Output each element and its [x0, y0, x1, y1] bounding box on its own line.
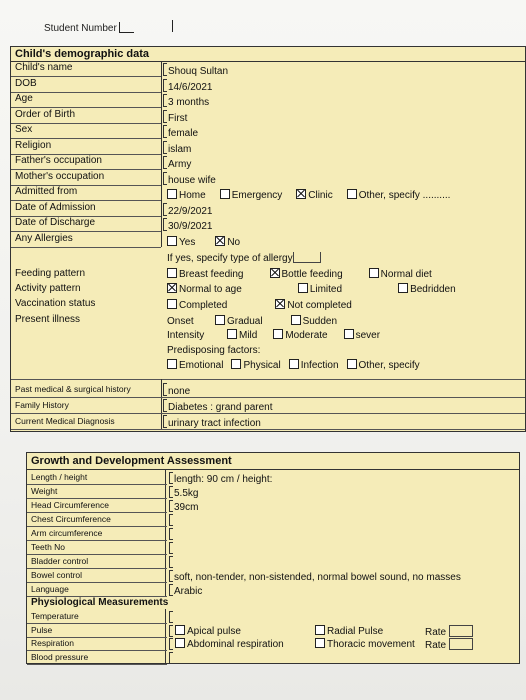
- row-value[interactable]: [163, 141, 191, 155]
- row-value[interactable]: [163, 94, 209, 108]
- growth-label: Arm circumference: [31, 528, 103, 538]
- predisposing-options: [167, 359, 428, 371]
- checkbox[interactable]: [167, 283, 177, 293]
- option[interactable]: [167, 300, 227, 311]
- history-value[interactable]: [163, 415, 261, 429]
- option-label: Completed: [179, 300, 228, 311]
- growth-value[interactable]: [169, 528, 174, 541]
- row-label: Admitted from: [15, 186, 78, 197]
- value-text: Army: [168, 159, 192, 170]
- growth-label: Bladder control: [31, 556, 89, 566]
- allergy-type-input[interactable]: [293, 252, 321, 263]
- row-label: Age: [15, 93, 33, 104]
- checkbox[interactable]: [289, 359, 299, 369]
- history-row: [11, 413, 525, 430]
- demographic-row: [11, 216, 161, 232]
- checkbox[interactable]: [296, 189, 306, 199]
- bracket: [163, 383, 167, 396]
- option[interactable]: [215, 237, 240, 248]
- option-label: Infection: [300, 360, 339, 371]
- bracket: [163, 110, 167, 123]
- vaccination-label: Vaccination status: [15, 298, 96, 309]
- student-number-box[interactable]: [119, 22, 134, 33]
- onset-label: Onset: [167, 316, 194, 327]
- growth-label: Teeth No: [31, 542, 66, 552]
- value-text: Diabetes : grand parent: [168, 402, 273, 413]
- value-text: none: [168, 386, 191, 397]
- demographic-row: [11, 232, 161, 248]
- rate-label: Rate: [425, 626, 447, 638]
- bracket: [169, 500, 173, 512]
- feeding-options: [167, 268, 458, 280]
- value-text: 30/9/2021: [168, 221, 213, 232]
- bracket: [169, 556, 173, 568]
- option[interactable]: [275, 300, 351, 311]
- option[interactable]: [289, 360, 339, 371]
- checkbox[interactable]: [275, 299, 285, 309]
- history-value[interactable]: [163, 399, 273, 413]
- checkbox[interactable]: [344, 329, 354, 339]
- tick-mark: [172, 20, 173, 32]
- bracket: [163, 218, 167, 231]
- phys-bracket: [169, 625, 174, 638]
- row-value[interactable]: [163, 79, 213, 93]
- checkbox[interactable]: [315, 638, 325, 648]
- demographic-row: [11, 123, 161, 139]
- growth-row: [27, 471, 167, 485]
- row-value[interactable]: [163, 218, 213, 232]
- option[interactable]: [215, 316, 263, 327]
- demographic-row: [11, 139, 161, 155]
- option-label: Breast feeding: [179, 269, 244, 280]
- option[interactable]: [347, 360, 420, 371]
- allergy-type-line: [167, 252, 321, 264]
- phys-row: [27, 624, 167, 638]
- intensity-label: Intensity: [167, 330, 205, 341]
- growth-row: [27, 513, 167, 527]
- onset-line: [167, 315, 365, 327]
- option[interactable]: [167, 190, 206, 201]
- row-value[interactable]: [163, 110, 187, 124]
- column-divider: [161, 61, 162, 247]
- phys-label: Temperature: [31, 611, 79, 621]
- growth-value[interactable]: [169, 500, 198, 513]
- checkbox[interactable]: [175, 638, 185, 648]
- checkbox[interactable]: [298, 283, 308, 293]
- present-illness-label: Present illness: [15, 314, 81, 325]
- phys-option-2[interactable]: [315, 638, 415, 650]
- option-label: Other, specify ..........: [358, 190, 451, 201]
- checkbox[interactable]: [167, 299, 177, 309]
- checkbox[interactable]: [167, 359, 177, 369]
- value-text: urinary tract infection: [168, 418, 261, 429]
- option-label: Physical: [243, 360, 281, 371]
- option-label: Mild: [239, 330, 258, 341]
- rate-input[interactable]: [449, 625, 473, 637]
- history-label: Family History: [15, 400, 69, 410]
- option[interactable]: [220, 190, 283, 201]
- option[interactable]: [167, 237, 195, 248]
- phys-bracket: [169, 638, 174, 651]
- growth-value[interactable]: [169, 542, 174, 555]
- growth-label: Head Circumference: [31, 500, 109, 510]
- value-text: 39cm: [174, 502, 199, 513]
- option-label: Not completed: [287, 300, 352, 311]
- value-text: 3 months: [168, 97, 210, 108]
- checkbox[interactable]: [215, 236, 225, 246]
- activity-label: Activity pattern: [15, 283, 81, 294]
- demographic-row: [11, 201, 161, 217]
- growth-row: [27, 583, 167, 597]
- option-label: Bedridden: [410, 284, 456, 295]
- growth-value[interactable]: [169, 556, 174, 569]
- rate-label: Rate: [425, 640, 447, 651]
- bracket: [163, 156, 167, 169]
- checkbox[interactable]: [347, 189, 357, 199]
- bracket: [169, 528, 173, 540]
- checkbox[interactable]: [175, 625, 185, 635]
- option[interactable]: [273, 330, 327, 341]
- bracket: [163, 94, 167, 107]
- value-text: islam: [168, 143, 192, 155]
- allergy-options: [167, 236, 260, 248]
- growth-label: Length / height: [31, 472, 88, 482]
- row-label: Date of Admission: [15, 201, 96, 213]
- growth-row: [27, 541, 167, 555]
- predisposing-label: Predisposing factors:: [167, 345, 261, 356]
- allergy-type-label: If yes, specify type of allergy: [167, 253, 293, 264]
- row-label: Religion: [15, 139, 52, 151]
- phys-row: [27, 637, 167, 651]
- row-value[interactable]: [163, 203, 213, 217]
- checkbox[interactable]: [167, 268, 177, 278]
- bracket: [163, 63, 167, 76]
- growth-row: [27, 485, 167, 499]
- growth-value[interactable]: [169, 570, 461, 583]
- bracket: [163, 415, 167, 428]
- value-text: Arabic: [174, 586, 203, 597]
- history-label: Past medical & surgical history: [15, 384, 131, 394]
- physiological-title: Physiological Measurements: [31, 597, 169, 608]
- demographic-section: [10, 46, 526, 432]
- option-label: Limited: [309, 284, 343, 295]
- phys-bracket: [169, 652, 174, 665]
- row-label: Order of Birth: [15, 108, 76, 120]
- checkbox[interactable]: [398, 283, 408, 293]
- option[interactable]: [369, 269, 432, 280]
- option-label: Home: [179, 190, 206, 201]
- checkbox[interactable]: [215, 315, 225, 325]
- option-label: Clinic: [308, 190, 333, 201]
- growth-value[interactable]: [169, 584, 202, 597]
- row-value[interactable]: [163, 172, 216, 186]
- bracket: [163, 141, 167, 154]
- option-label: Normal diet: [380, 269, 432, 280]
- checkbox[interactable]: [291, 315, 301, 325]
- option[interactable]: [296, 190, 332, 201]
- demographic-title: Child's demographic data: [11, 47, 525, 62]
- phys-label: Blood pressure: [31, 651, 89, 662]
- bracket: [169, 584, 173, 596]
- demographic-row: [11, 61, 161, 77]
- checkbox[interactable]: [220, 189, 230, 199]
- bracket: [169, 486, 173, 498]
- growth-value[interactable]: [169, 472, 272, 485]
- option-label: sever: [355, 330, 381, 341]
- phys-label: Respiration: [31, 638, 74, 648]
- phys-option-1[interactable]: [175, 638, 284, 650]
- bracket: [169, 514, 173, 526]
- growth-row: [27, 569, 167, 583]
- option-label: No: [227, 237, 241, 248]
- growth-label: Chest Circumference: [31, 514, 111, 524]
- option[interactable]: [291, 316, 337, 327]
- value-text: length: 90 cm / height:: [174, 474, 273, 485]
- row-label: Child's name: [15, 62, 73, 73]
- option-label: Moderate: [285, 330, 328, 341]
- bracket: [163, 399, 167, 412]
- checkbox[interactable]: [273, 329, 283, 339]
- option-label: Normal to age: [179, 284, 242, 295]
- checkbox[interactable]: [231, 359, 241, 369]
- option-label: Thoracic movement: [327, 639, 415, 650]
- option-label: Yes: [179, 237, 196, 248]
- history-top-line: [11, 379, 525, 380]
- bracket: [163, 203, 167, 216]
- option-label: Radial Pulse: [327, 625, 384, 637]
- option-label: Apical pulse: [187, 625, 241, 637]
- row-label: Mother's occupation: [15, 170, 105, 182]
- growth-label: Language: [31, 584, 69, 594]
- row-value[interactable]: [163, 63, 228, 77]
- rate-input[interactable]: [449, 638, 473, 650]
- demographic-row: [11, 92, 161, 108]
- admitted-options: [167, 189, 464, 201]
- phys-option-1[interactable]: [175, 625, 241, 637]
- row-label: DOB: [15, 77, 37, 89]
- rate-field[interactable]: [425, 638, 473, 651]
- value-text: soft, non-tender, non-sistended, normal bowel sound, no masses: [174, 572, 461, 583]
- bracket: [163, 79, 167, 92]
- growth-row: [27, 527, 167, 541]
- checkbox[interactable]: [347, 359, 357, 369]
- row-label: Father's occupation: [15, 155, 102, 166]
- option-label: Gradual: [227, 316, 263, 327]
- intensity-options: [227, 330, 396, 341]
- option-label: Emergency: [231, 190, 283, 201]
- option[interactable]: [167, 360, 223, 371]
- phys-option-2[interactable]: [315, 625, 383, 637]
- demographic-row: [11, 154, 161, 170]
- history-label: Current Medical Diagnosis: [15, 416, 115, 426]
- value-text: First: [168, 112, 188, 124]
- activity-options: [167, 283, 512, 295]
- demographic-row: [11, 170, 161, 186]
- vaccination-options: [167, 299, 400, 311]
- growth-row: [27, 555, 167, 569]
- phys-row: [27, 651, 167, 665]
- option[interactable]: [398, 284, 456, 295]
- checkbox[interactable]: [315, 625, 325, 635]
- onset-options: [215, 316, 365, 327]
- history-row: [11, 397, 525, 414]
- value-text: female: [168, 128, 199, 139]
- phys-label: Pulse: [31, 624, 53, 635]
- bracket: [169, 570, 173, 582]
- student-number-label: Student Number: [44, 23, 117, 34]
- demographic-row: [11, 185, 161, 201]
- option[interactable]: [167, 269, 244, 280]
- demographic-row: [11, 108, 161, 124]
- checkbox[interactable]: [270, 268, 280, 278]
- option-label: Other, specify: [358, 360, 420, 371]
- rate-field[interactable]: [425, 625, 473, 638]
- growth-row: [27, 499, 167, 513]
- bracket: [163, 172, 167, 185]
- value-text: 22/9/2021: [168, 205, 213, 217]
- option[interactable]: [298, 284, 342, 295]
- option-label: Emotional: [179, 360, 224, 371]
- bracket: [169, 472, 173, 484]
- option[interactable]: [347, 190, 451, 201]
- demographic-row: [11, 77, 161, 93]
- student-number: [44, 22, 134, 34]
- checkbox[interactable]: [227, 329, 237, 339]
- bracket: [163, 125, 167, 138]
- history-row: [11, 381, 525, 398]
- history-value[interactable]: [163, 383, 190, 397]
- feeding-label: Feeding pattern: [15, 268, 86, 279]
- row-value[interactable]: [163, 156, 191, 170]
- bracket: [169, 542, 173, 554]
- checkbox[interactable]: [369, 268, 379, 278]
- value-text: 5.5kg: [174, 488, 199, 499]
- value-text: house wife: [168, 174, 216, 186]
- growth-value[interactable]: [169, 514, 174, 527]
- option[interactable]: [344, 330, 380, 341]
- option-label: Sudden: [302, 316, 338, 327]
- phys-bracket: [169, 611, 174, 624]
- value-text: 14/6/2021: [168, 81, 213, 93]
- growth-label: Bowel control: [31, 570, 83, 580]
- checkbox[interactable]: [167, 189, 177, 199]
- option[interactable]: [167, 284, 242, 295]
- option-label: Abdominal respiration: [187, 639, 284, 650]
- checkbox[interactable]: [167, 236, 177, 246]
- row-label: Date of Discharge: [15, 217, 96, 228]
- growth-title: Growth and Development Assessment: [27, 453, 519, 470]
- value-text: Shouq Sultan: [168, 66, 229, 77]
- option[interactable]: [270, 269, 343, 280]
- option[interactable]: [227, 330, 257, 341]
- row-label: Any Allergies: [15, 232, 73, 244]
- growth-label: Weight: [31, 486, 58, 496]
- row-label: Sex: [15, 124, 33, 135]
- option-label: Bottle feeding: [281, 269, 343, 280]
- row-value[interactable]: [163, 125, 198, 139]
- option[interactable]: [231, 360, 280, 371]
- intensity-line: [167, 329, 396, 341]
- phys-row: [27, 610, 167, 624]
- growth-section: [26, 452, 520, 664]
- growth-value[interactable]: [169, 486, 198, 499]
